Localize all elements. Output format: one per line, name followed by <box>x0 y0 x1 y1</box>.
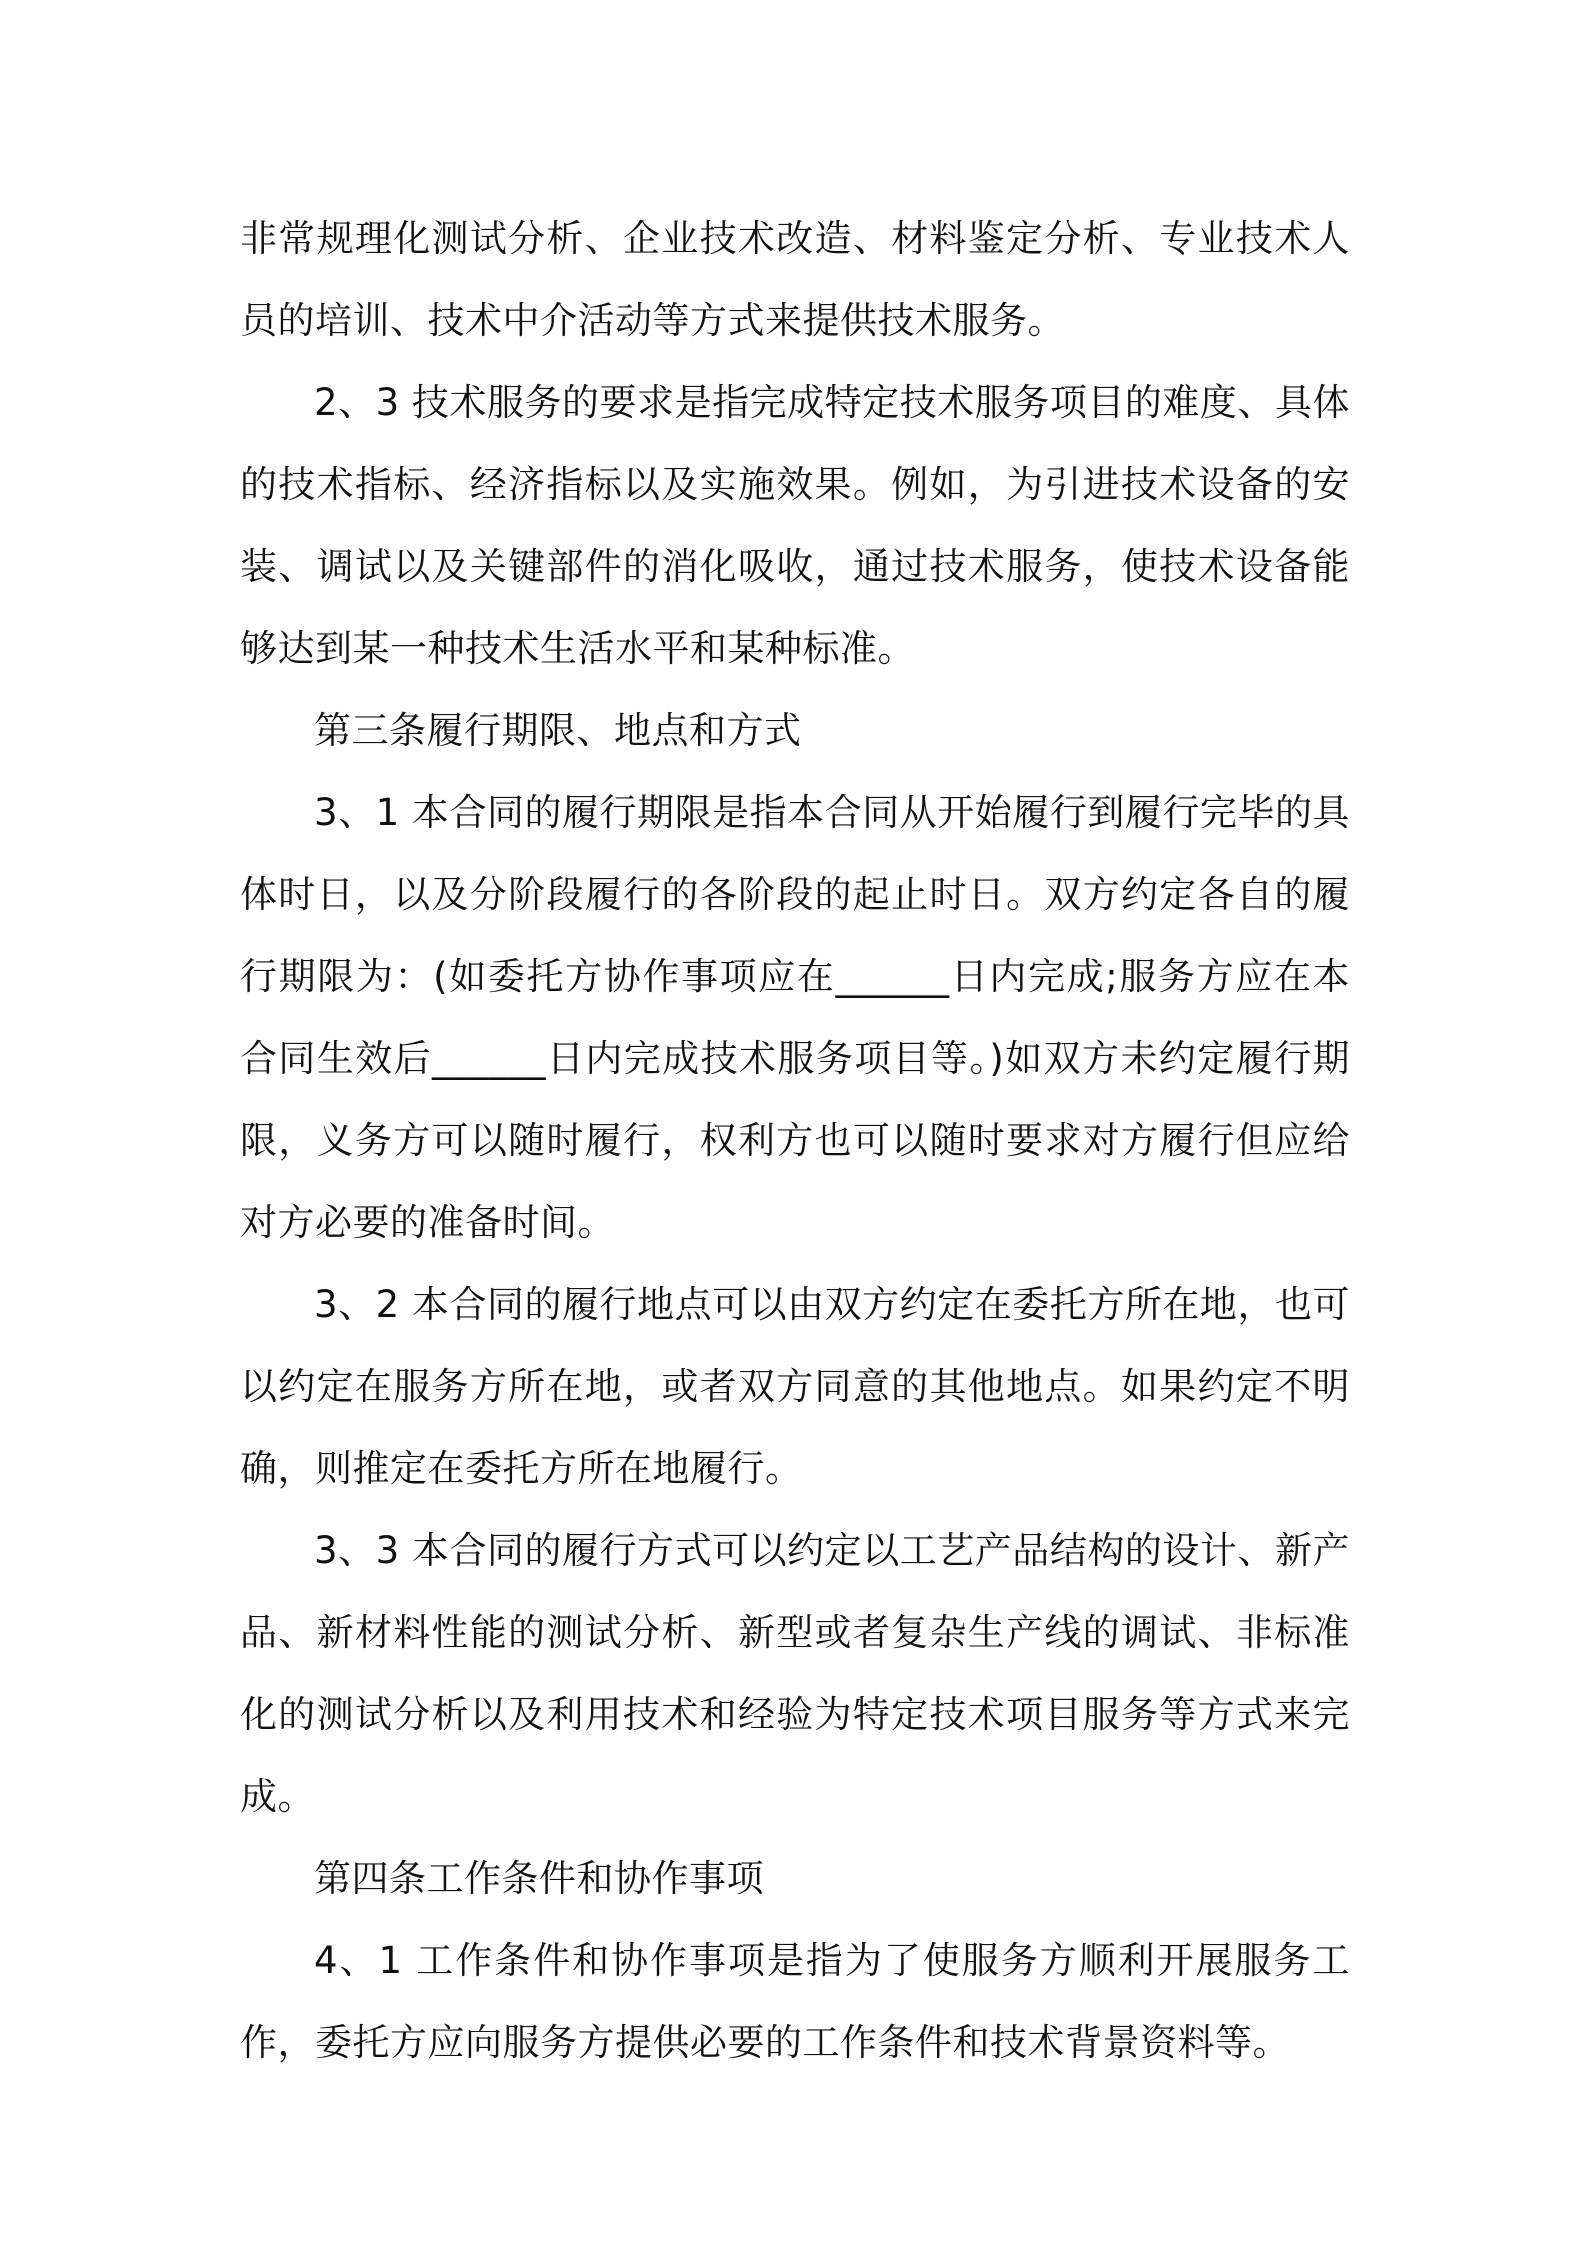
paragraph-clause-2-3: 2、3 技术服务的要求是指完成特定技术服务项目的难度、具体的技术指标、经济指标以及实施效果。例如，为引进技术设备的安装、调试以及关键部件的消化吸收，通过技术服务，使技术设备能够达到某一种技术生活水平和某种标准。 <box>240 381 1350 670</box>
paragraph-continued: 非常规理化测试分析、企业技术改造、材料鉴定分析、专业技术人员的培训、技术中介活动等方式来提供技术服务。 <box>240 217 1350 342</box>
paragraph-clause-3-1: 3、1 本合同的履行期限是指本合同从开始履行到履行完毕的具体时日，以及分阶段履行的各阶段的起止时日。双方约定各自的履行期限为：(如委托方协作事项应在______日内完成;服务方应在本合同生效后______日内完成技术服务项目等。)如双方未约定履行期限，义务方可以随时履行，权利方也可以随时要求对方履行但应给对方必要的准备时间。 <box>240 791 1350 1244</box>
article-heading-4: 第四条工作条件和协作事项 <box>314 1857 764 1900</box>
article-heading-3: 第三条履行期限、地点和方式 <box>314 709 802 752</box>
document-body <box>240 198 1350 2084</box>
paragraph-clause-3-2: 3、2 本合同的履行地点可以由双方约定在委托方所在地，也可以约定在服务方所在地，或者双方同意的其他地点。如果约定不明确，则推定在委托方所在地履行。 <box>240 1283 1350 1490</box>
paragraph-clause-4-1: 4、1 工作条件和协作事项是指为了使服务方顺利开展服务工作，委托方应向服务方提供必要的工作条件和技术背景资料等。 <box>240 1939 1350 2064</box>
paragraph-clause-3-3: 3、3 本合同的履行方式可以约定以工艺产品结构的设计、新产品、新材料性能的测试分析、新型或者复杂生产线的调试、非标准化的测试分析以及利用技术和经验为特定技术项目服务等方式来完成。 <box>240 1529 1350 1818</box>
